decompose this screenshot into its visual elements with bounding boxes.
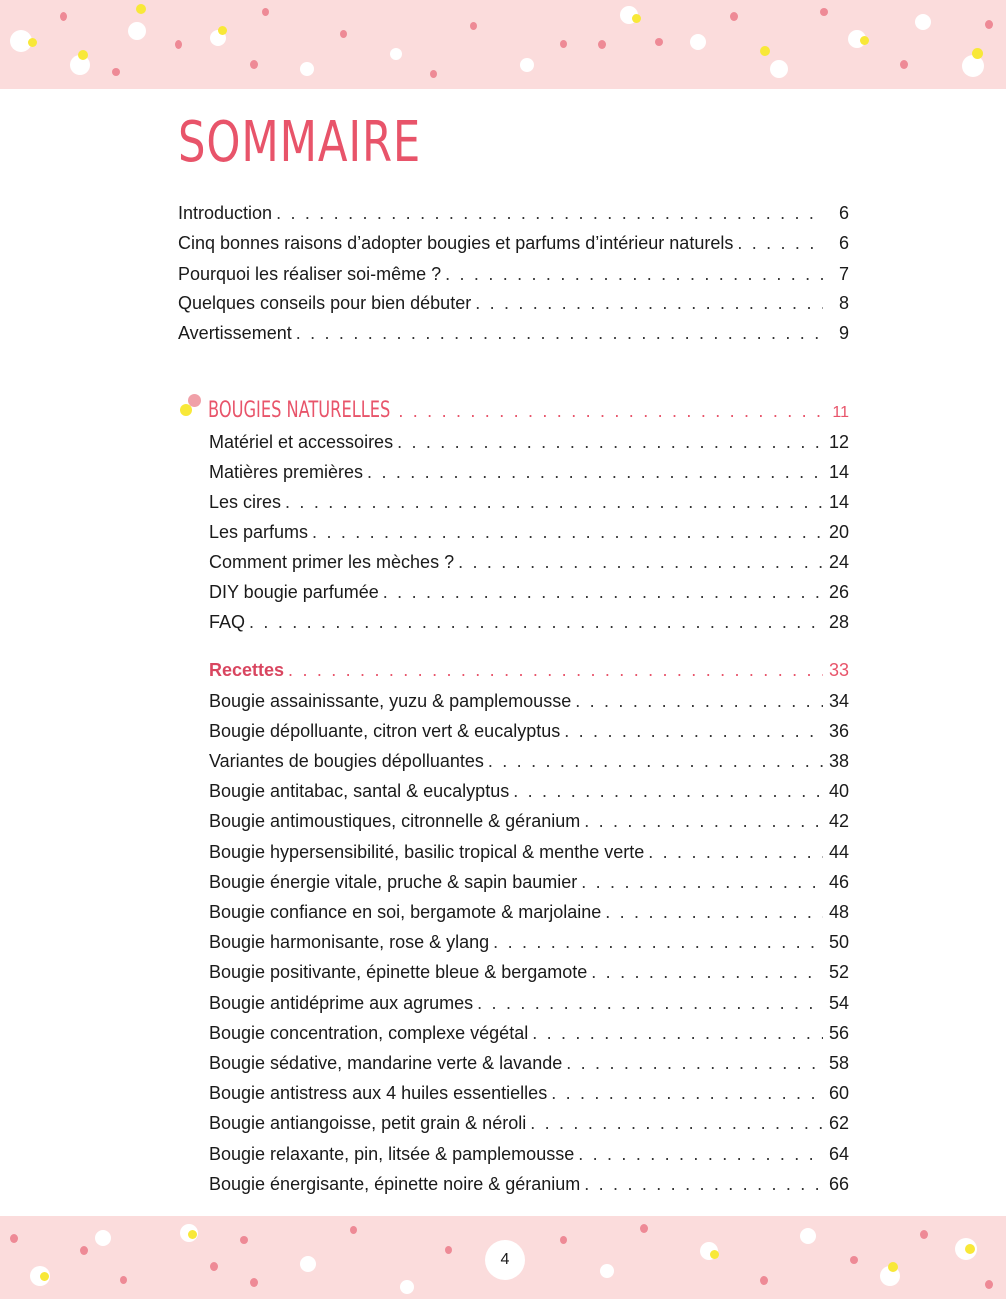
dot-leader (383, 577, 823, 607)
toc-entry[interactable] (209, 487, 849, 517)
toc-entry[interactable] (209, 457, 849, 487)
toc-entry-label: Pourquoi les réaliser soi-même ? (178, 264, 442, 284)
toc-entry-label: Cinq bonnes raisons d’adopter bougies et parfums d’intérieur naturels (178, 233, 734, 253)
toc-entry[interactable] (209, 988, 849, 1018)
toc-entry-label: Bougie relaxante, pin, litsée & pamplemousse (209, 1144, 575, 1164)
toc-entry-page: 56 (828, 1023, 849, 1043)
toc-entry-page: 26 (828, 582, 849, 602)
toc-entry[interactable] (178, 259, 849, 289)
subheading-label: Recettes (209, 660, 285, 680)
toc-entry[interactable] (209, 686, 849, 716)
toc-entry-label: Bougie confiance en soi, bergamote & marjolaine (209, 902, 602, 922)
toc-entry[interactable] (209, 746, 849, 776)
toc-entry-label: Bougie antidéprime aux agrumes (209, 993, 474, 1013)
toc-entry-label: Bougie concentration, complexe végétal (209, 1023, 529, 1043)
dot-leader (276, 198, 823, 228)
dot-leader (648, 837, 823, 867)
dot-leader (584, 1169, 823, 1199)
dot-leader (581, 867, 823, 897)
toc-entry-label: Bougie antiangoisse, petit grain & néroli (209, 1113, 527, 1133)
toc-entry[interactable] (178, 198, 849, 228)
toc-entry[interactable] (209, 1139, 849, 1169)
dot-leader (530, 1108, 823, 1138)
toc-entry[interactable] (209, 837, 849, 867)
dot-leader (564, 716, 823, 746)
subheading-page: 33 (828, 660, 849, 680)
toc-entry-page: 38 (828, 751, 849, 771)
top-decorative-band (0, 0, 1006, 89)
dot-leader (285, 487, 823, 517)
toc-entry-page: 54 (828, 993, 849, 1013)
dot-leader (458, 547, 823, 577)
page-number: 4 (485, 1240, 525, 1280)
dot-leader (532, 1018, 823, 1048)
dot-leader (249, 607, 823, 637)
dot-leader (578, 1139, 823, 1169)
toc-entry-page: 34 (828, 691, 849, 711)
toc-entry-page: 28 (828, 612, 849, 632)
toc-entry[interactable] (209, 547, 849, 577)
toc-entry-page: 20 (828, 522, 849, 542)
toc-entry-label: Bougie assainissante, yuzu & pamplemousse (209, 691, 572, 711)
toc-entry[interactable] (209, 867, 849, 897)
toc-entry[interactable] (209, 427, 849, 457)
toc-entry[interactable] (209, 1078, 849, 1108)
toc-entry[interactable] (209, 1108, 849, 1138)
toc-entry[interactable] (209, 1048, 849, 1078)
toc-entry-page: 12 (828, 432, 849, 452)
section-bullet-icon (180, 404, 192, 416)
dot-leader (288, 655, 823, 685)
toc-entry-label: Bougie énergie vitale, pruche & sapin baumier (209, 872, 578, 892)
dot-leader (488, 746, 823, 776)
toc-entry[interactable] (209, 577, 849, 607)
dot-leader (575, 686, 823, 716)
toc-entry-label: Bougie antistress aux 4 huiles essentielles (209, 1083, 548, 1103)
dot-leader (312, 517, 823, 547)
toc-entry[interactable] (178, 228, 849, 258)
toc-subheading[interactable] (209, 655, 849, 685)
toc-entry-label: FAQ (209, 612, 246, 632)
toc-entry-label: Les parfums (209, 522, 309, 542)
toc-entry-page: 6 (838, 203, 849, 223)
section-heading-page: 11 (832, 404, 849, 421)
toc-entry-label: Bougie énergisante, épinette noire & géranium (209, 1174, 581, 1194)
toc-entry-page: 60 (828, 1083, 849, 1103)
dot-leader (566, 1048, 823, 1078)
toc-entry-label: Comment primer les mèches ? (209, 552, 455, 572)
toc-entry-page: 50 (828, 932, 849, 952)
toc-entry-page: 14 (828, 462, 849, 482)
dot-leader (584, 806, 823, 836)
dot-leader (397, 427, 823, 457)
toc-entry-page: 52 (828, 962, 849, 982)
dot-leader (605, 897, 823, 927)
toc-entry-label: Bougie harmonisante, rose & ylang (209, 932, 490, 952)
toc-entry-label: Matières premières (209, 462, 364, 482)
toc-entry-page: 66 (828, 1174, 849, 1194)
toc-entry-label: Introduction (178, 203, 273, 223)
toc-entry[interactable] (209, 1169, 849, 1199)
toc-entry-page: 58 (828, 1053, 849, 1073)
dot-leader (591, 957, 823, 987)
dot-leader (493, 927, 823, 957)
dot-leader (398, 396, 823, 426)
toc-entry-label: Matériel et accessoires (209, 432, 394, 452)
toc-entry[interactable] (209, 897, 849, 927)
toc-entry-page: 8 (838, 293, 849, 313)
dot-leader (551, 1078, 823, 1108)
toc-entry-page: 36 (828, 721, 849, 741)
toc-entry[interactable] (178, 318, 849, 348)
toc-entry-label: Bougie antimoustiques, citronnelle & géranium (209, 811, 581, 831)
toc-entry-page: 40 (828, 781, 849, 801)
toc-entry-label: Bougie dépolluante, citron vert & eucalyptus (209, 721, 561, 741)
toc-entry-label: Bougie sédative, mandarine verte & lavande (209, 1053, 563, 1073)
toc-entry[interactable] (209, 1018, 849, 1048)
toc-entry-label: Quelques conseils pour bien débuter (178, 293, 472, 313)
dot-leader (477, 988, 823, 1018)
toc-entry[interactable] (209, 776, 849, 806)
toc-entry-page: 24 (828, 552, 849, 572)
toc-entry-page: 48 (828, 902, 849, 922)
toc-entry-page: 7 (838, 264, 849, 284)
toc-section-heading[interactable] (208, 396, 849, 426)
toc-entry-page: 64 (828, 1144, 849, 1164)
dot-leader (445, 259, 823, 289)
toc-entry-page: 14 (828, 492, 849, 512)
toc-entry-page: 44 (828, 842, 849, 862)
toc-entry-label: Avertissement (178, 323, 292, 343)
toc-entry[interactable] (209, 957, 849, 987)
page-title: SOMMAIRE (178, 110, 422, 175)
toc-entry-page: 6 (838, 233, 849, 253)
dot-leader (513, 776, 823, 806)
toc-entry-label: Variantes de bougies dépolluantes (209, 751, 484, 771)
toc-entry[interactable] (178, 288, 849, 318)
toc-entry[interactable] (209, 517, 849, 547)
toc-entry-page: 9 (838, 323, 849, 343)
toc-entry[interactable] (209, 607, 849, 637)
toc-entry-label: Bougie positivante, épinette bleue & bergamote (209, 962, 588, 982)
toc-entry[interactable] (209, 806, 849, 836)
dot-leader (296, 318, 823, 348)
toc-entry-page: 42 (828, 811, 849, 831)
dot-leader (737, 228, 823, 258)
toc-entry[interactable] (209, 716, 849, 746)
section-heading-label: BOUGIES NATURELLES (208, 398, 391, 423)
toc-entry-label: Les cires (209, 492, 282, 512)
toc-entry-label: DIY bougie parfumée (209, 582, 379, 602)
toc-entry-page: 46 (828, 872, 849, 892)
dot-leader (475, 288, 823, 318)
toc-entry-label: Bougie hypersensibilité, basilic tropical & menthe verte (209, 842, 645, 862)
toc-entry-page: 62 (828, 1113, 849, 1133)
toc-entry-label: Bougie antitabac, santal & eucalyptus (209, 781, 510, 801)
dot-leader (367, 457, 823, 487)
toc-entry[interactable] (209, 927, 849, 957)
